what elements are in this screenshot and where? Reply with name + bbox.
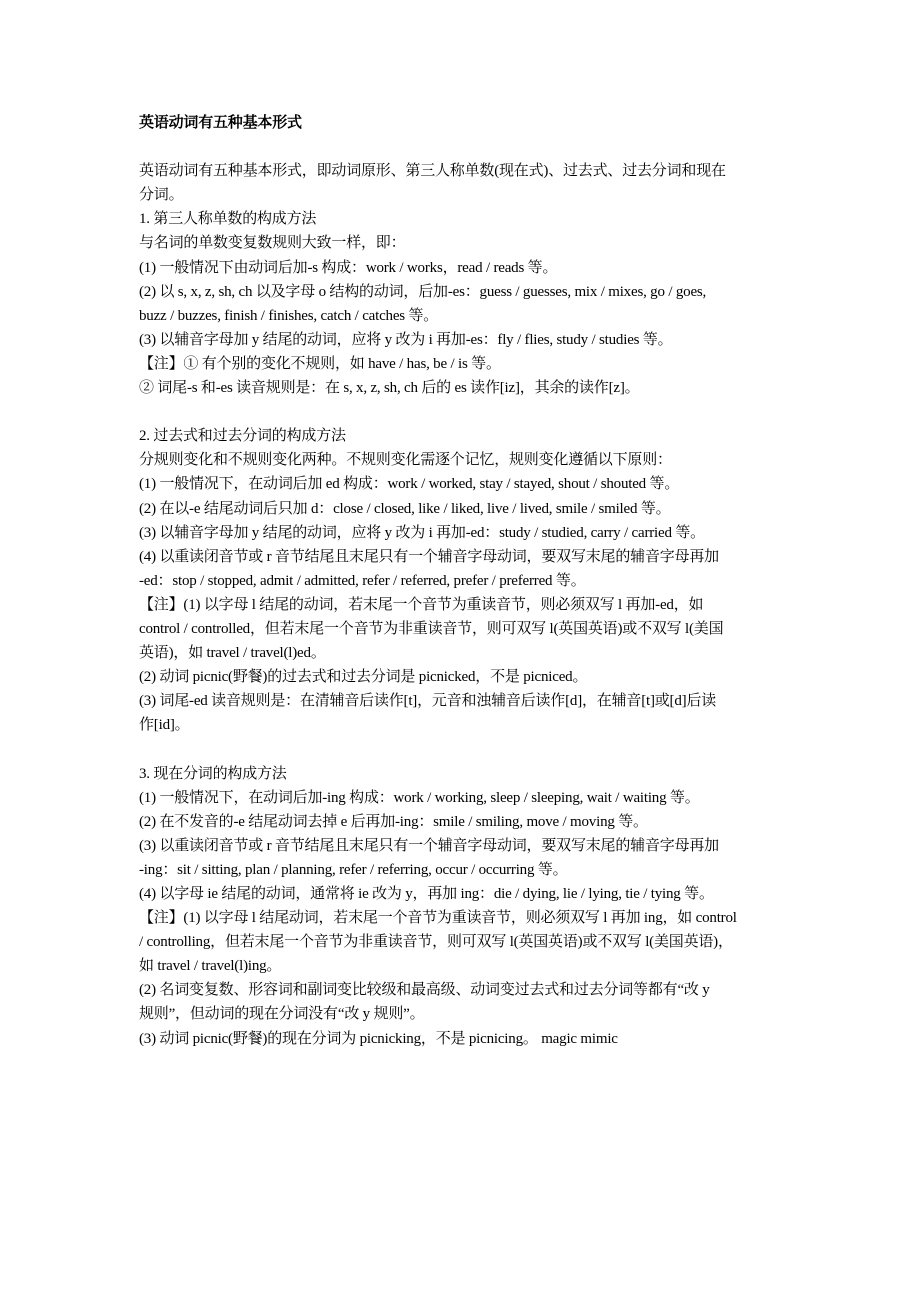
text-line: -ing：sit / sitting, plan / planning, refer / referring, occur / occurring 等。 bbox=[139, 861, 568, 878]
text-line: buzz / buzzes, finish / finishes, catch / catches 等。 bbox=[139, 307, 439, 324]
text-line: (1) 一般情况下，在动词后加-ing 构成：work / working, sleep / sleeping, wait / waiting 等。 bbox=[139, 789, 700, 806]
text-line: (3) 以辅音字母加 y 结尾的动词，应将 y 改为 i 再加-ed：study / studied, carry / carried 等。 bbox=[139, 524, 705, 541]
text-line: / controlling，但若末尾一个音节为非重读音节，则可双写 l(英国英语)或不双写 l(美国英语)， bbox=[139, 934, 733, 951]
document-body bbox=[139, 111, 789, 1051]
document-lines bbox=[139, 159, 789, 1050]
text-line: 【注】(1) 以字母 l 结尾动词，若末尾一个音节为重读音节，则必须双写 l 再加 ing，如 control bbox=[139, 910, 737, 927]
text-line: (4) 以重读闭音节或 r 音节结尾且末尾只有一个辅音字母动词，要双写末尾的辅音字母再加 bbox=[139, 548, 719, 565]
text-line: (4) 以字母 ie 结尾的动词，通常将 ie 改为 y，再加 ing：die / dying, lie / lying, tie / tying 等。 bbox=[139, 886, 714, 902]
blank-line bbox=[139, 737, 789, 761]
text-line: (2) 名词变复数、形容词和副词变比较级和最高级、动词变过去式和过去分词等都有“改 y bbox=[139, 982, 710, 999]
text-line: (3) 动词 picnic(野餐)的现在分词为 picnicking，不是 picnicing。 magic mimic bbox=[139, 1030, 618, 1047]
text-line: 规则”，但动词的现在分词没有“改 y 规则”。 bbox=[139, 1006, 425, 1023]
text-line: control / controlled，但若末尾一个音节为非重读音节，则可双写 l(英国英语)或不双写 l(美国 bbox=[139, 620, 724, 637]
text-line: (3) 以辅音字母加 y 结尾的动词，应将 y 改为 i 再加-es：fly / flies, study / studies 等。 bbox=[139, 331, 673, 348]
text-line: ② 词尾-s 和-es 读音规则是：在 s, x, z, sh, ch 后的 es 读作[iz]，其余的读作[z]。 bbox=[139, 380, 640, 397]
text-line: 英语动词有五种基本形式，即动词原形、第三人称单数(现在式)、过去式、过去分词和现在 bbox=[139, 163, 726, 180]
text-line: 分词。 bbox=[139, 187, 184, 204]
text-line: 分规则变化和不规则变化两种。不规则变化需逐个记忆，规则变化遵循以下原则： bbox=[139, 452, 672, 469]
text-line: 1. 第三人称单数的构成方法 bbox=[139, 211, 317, 228]
text-line: (1) 一般情况下由动词后加-s 构成：work / works，read / reads 等。 bbox=[139, 259, 558, 276]
text-line: 与名词的单数变复数规则大致一样，即： bbox=[139, 235, 406, 252]
text-line: (2) 在以-e 结尾动词后只加 d：close / closed, like / liked, live / lived, smile / smiled 等。 bbox=[139, 500, 671, 517]
blank-line bbox=[139, 400, 789, 424]
blank-line bbox=[139, 135, 789, 159]
text-line: 英语)，如 travel / travel(l)ed。 bbox=[139, 645, 326, 662]
text-line: (2) 在不发音的-e 结尾动词去掉 e 后再加-ing：smile / smiling, move / moving 等。 bbox=[139, 813, 648, 830]
text-line: 【注】① 有个别的变化不规则，如 have / has, be / is 等。 bbox=[139, 355, 501, 372]
text-line: (1) 一般情况下，在动词后加 ed 构成：work / worked, stay / stayed, shout / shouted 等。 bbox=[139, 476, 680, 493]
text-line: (3) 词尾-ed 读音规则是：在清辅音后读作[t]，元音和浊辅音后读作[d]，在辅音[t]或[d]后读 bbox=[139, 693, 717, 710]
text-line: 3. 现在分词的构成方法 bbox=[139, 765, 287, 782]
text-line: 如 travel / travel(l)ing。 bbox=[139, 958, 282, 975]
text-line: (2) 动词 picnic(野餐)的过去式和过去分词是 picnicked，不是 picniced。 bbox=[139, 669, 588, 686]
text-line: (3) 以重读闭音节或 r 音节结尾且末尾只有一个辅音字母动词，要双写末尾的辅音字母再加 bbox=[139, 837, 719, 854]
text-line: 作[id]。 bbox=[139, 717, 190, 734]
document-title: 英语动词有五种基本形式 bbox=[139, 115, 302, 131]
text-line: 2. 过去式和过去分词的构成方法 bbox=[139, 428, 346, 445]
text-line: -ed：stop / stopped, admit / admitted, refer / referred, prefer / preferred 等。 bbox=[139, 572, 586, 589]
text-line: (2) 以 s, x, z, sh, ch 以及字母 o 结构的动词，后加-es：guess / guesses, mix / mixes, go / goes, bbox=[139, 283, 707, 300]
text-line: 【注】(1) 以字母 l 结尾的动词，若末尾一个音节为重读音节，则必须双写 l 再加-ed，如 bbox=[139, 596, 704, 613]
